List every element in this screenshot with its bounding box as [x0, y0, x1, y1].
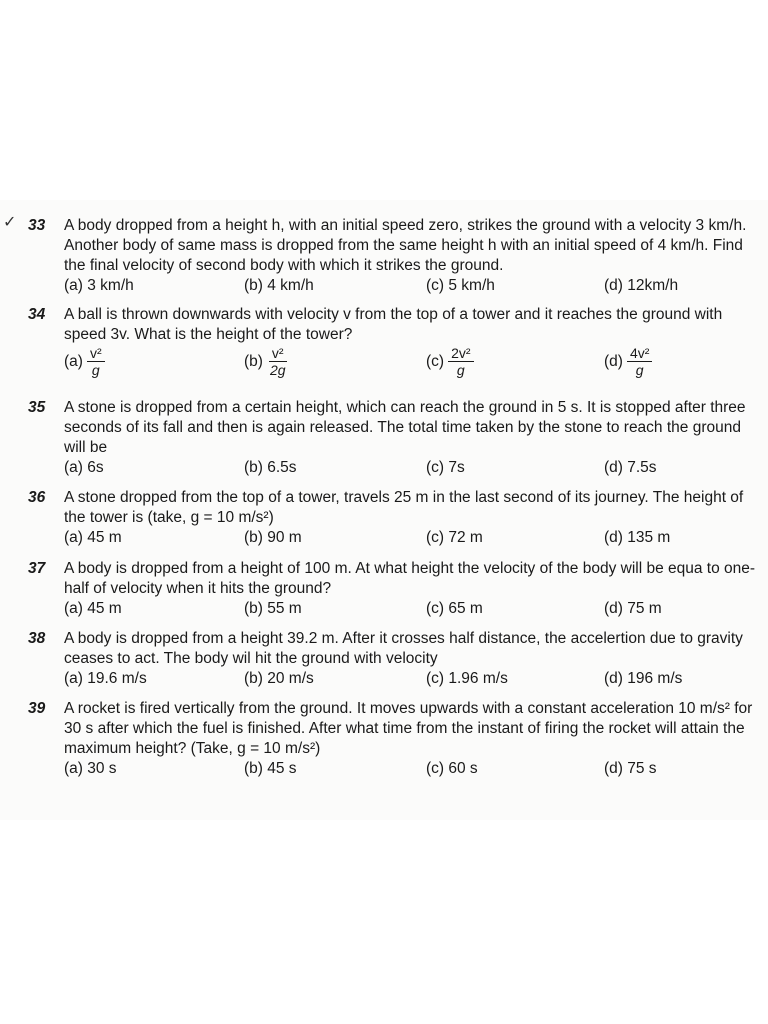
fraction: $\frac{\text{v²}}{2g}$ — [269, 345, 286, 378]
fraction: $\frac{\text{2v²}}{g}$ — [448, 345, 473, 378]
question-35 — [28, 398, 764, 480]
option-d[interactable]: (d) 135 m — [604, 529, 671, 546]
option-c[interactable]: (c) 7s — [426, 459, 465, 476]
question-36 — [28, 488, 764, 550]
question-number: 35 — [28, 399, 46, 416]
option-d[interactable]: (d) $\frac{\text{4v²}}{g}$ — [604, 345, 652, 378]
fraction: $\frac{\text{v²}}{g}$ — [87, 345, 105, 378]
option-a[interactable]: (a) 19.6 m/s — [64, 670, 147, 687]
option-a[interactable]: (a) 30 s — [64, 760, 117, 777]
option-c[interactable]: (c) 5 km/h — [426, 277, 495, 294]
option-c[interactable]: (c) $\frac{\text{2v²}}{g}$ — [426, 345, 474, 378]
option-b[interactable]: (b) 90 m — [244, 529, 302, 546]
options-row — [64, 759, 764, 781]
option-b[interactable]: (b) 45 s — [244, 760, 297, 777]
question-text: A body is dropped from a height of 100 m. At what height the velocity of the body will be equa to one-half of velocity when it hits the ground? — [64, 560, 756, 597]
options-row — [64, 528, 764, 550]
question-number: 39 — [28, 700, 46, 717]
options-row — [64, 458, 764, 480]
options-row — [64, 669, 764, 691]
option-d[interactable]: (d) 196 m/s — [604, 670, 683, 687]
question-37 — [28, 559, 764, 621]
option-a[interactable]: (a) 45 m — [64, 600, 122, 617]
question-number: 37 — [28, 560, 46, 577]
question-33 — [28, 216, 764, 298]
option-a[interactable]: (a) 45 m — [64, 529, 122, 546]
question-text: A body is dropped from a height 39.2 m. After it crosses half distance, the accelertion due to gravity ceases to act. The body wil hit the ground with velocity — [64, 630, 743, 667]
question-number: 33 — [28, 217, 46, 234]
checkmark-icon: ✓ — [3, 214, 17, 231]
options-row — [64, 599, 764, 621]
option-b[interactable]: (b) 55 m — [244, 600, 302, 617]
option-a[interactable]: (a) 3 km/h — [64, 277, 134, 294]
fraction: $\frac{\text{4v²}}{g}$ — [627, 345, 652, 378]
option-c[interactable]: (c) 72 m — [426, 529, 483, 546]
question-38 — [28, 629, 764, 691]
option-c[interactable]: (c) 60 s — [426, 760, 478, 777]
question-text: A ball is thrown downwards with velocity v from the top of a tower and it reaches the ground with speed 3v. What is the height of the tower? — [64, 306, 723, 343]
question-39 — [28, 699, 764, 781]
question-34 — [28, 305, 764, 387]
option-b[interactable]: (b) 4 km/h — [244, 277, 314, 294]
question-text: A stone dropped from the top of a tower, travels 25 m in the last second of its journey. The height of the tower is (take, g = 10 m/s²) — [64, 489, 744, 526]
question-number: 38 — [28, 630, 46, 647]
option-d[interactable]: (d) 75 m — [604, 600, 662, 617]
option-b[interactable]: (b) 20 m/s — [244, 670, 314, 687]
option-c[interactable]: (c) 65 m — [426, 600, 483, 617]
question-number: 34 — [28, 306, 46, 323]
question-text: A body dropped from a height h, with an initial speed zero, strikes the ground with a velocity 3 km/h. Another body of same mass is dropped from the same height h with an initial speed of 4 km/h. Find the final velocity of second body with which it strikes the ground. — [64, 217, 747, 274]
option-a[interactable]: (a) 6s — [64, 459, 104, 476]
options-row — [64, 276, 764, 298]
option-b[interactable]: (b) $\frac{\text{v²}}{2g}$ — [244, 345, 289, 378]
options-row — [64, 345, 764, 387]
option-a[interactable]: (a) $\frac{\text{v²}}{g}$ — [64, 345, 105, 378]
question-number: 36 — [28, 489, 46, 506]
option-d[interactable]: (d) 75 s — [604, 760, 657, 777]
question-text: A rocket is fired vertically from the ground. It moves upwards with a constant acceleration 10 m/s² for 30 s after which the fuel is finished. After what time from the instant of firing the rocket will attain the maximum height? (Take, g = 10 m/s²) — [64, 700, 753, 757]
option-b[interactable]: (b) 6.5s — [244, 459, 297, 476]
option-d[interactable]: (d) 7.5s — [604, 459, 657, 476]
option-c[interactable]: (c) 1.96 m/s — [426, 670, 508, 687]
question-text: A stone is dropped from a certain height, which can reach the ground in 5 s. It is stopped after three seconds of its fall and then is again released. The total time taken by the stone to reach the ground will be — [64, 399, 746, 456]
option-d[interactable]: (d) 12km/h — [604, 277, 679, 294]
